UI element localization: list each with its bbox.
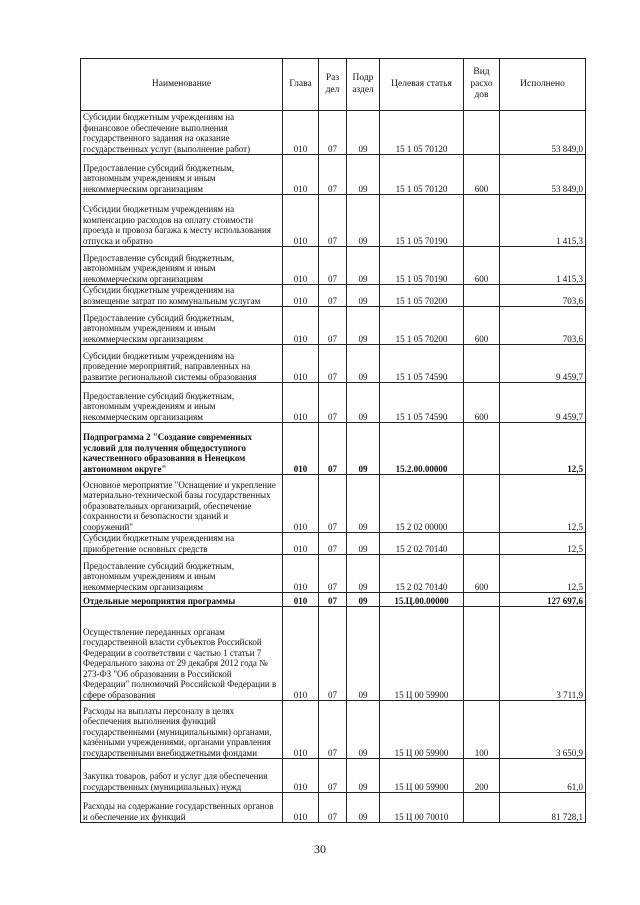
table-row <box>81 533 586 555</box>
row-expense-type: 600 <box>464 155 500 195</box>
row-name: Расходы на содержание государственных органов и обеспечение их функций <box>81 793 283 823</box>
row-amount: 1 415,3 <box>500 247 586 285</box>
row-amount: 703,6 <box>500 285 586 307</box>
row-target-article: 15 1 05 70120 <box>380 111 464 155</box>
row-amount: 3 711,9 <box>500 607 586 701</box>
row-name: Подпрограмма 2 "Создание современных условий для получения общедоступного качественного образования в Ненецком автономном округе" <box>81 423 283 475</box>
row-target-article: 15 1 05 70200 <box>380 285 464 307</box>
table-row <box>81 383 586 423</box>
row-glava: 010 <box>283 247 319 285</box>
row-target-article: 15 Ц 00 59900 <box>380 607 464 701</box>
table-row <box>81 607 586 701</box>
row-target-article: 15 2 02 70140 <box>380 533 464 555</box>
row-amount: 3 650,9 <box>500 701 586 759</box>
row-podrazdel: 09 <box>347 759 380 793</box>
table-row <box>81 555 586 593</box>
row-razdel: 07 <box>319 111 347 155</box>
row-amount: 703,6 <box>500 307 586 345</box>
row-expense-type: 200 <box>464 759 500 793</box>
row-expense-type <box>464 111 500 155</box>
row-glava: 010 <box>283 383 319 423</box>
row-glava: 010 <box>283 607 319 701</box>
row-expense-type: 600 <box>464 247 500 285</box>
row-name: Предоставление субсидий бюджетным, автономным учреждениям и иным некоммерческим организациям <box>81 307 283 345</box>
row-expense-type <box>464 793 500 823</box>
budget-table <box>80 58 586 823</box>
row-podrazdel: 09 <box>347 383 380 423</box>
row-target-article: 15 1 05 70190 <box>380 247 464 285</box>
row-glava: 010 <box>283 555 319 593</box>
row-expense-type: 100 <box>464 701 500 759</box>
row-expense-type <box>464 423 500 475</box>
row-name: Отдельные мероприятия программы <box>81 593 283 607</box>
row-amount: 12,5 <box>500 555 586 593</box>
row-target-article: 15 1 05 70190 <box>380 195 464 247</box>
row-podrazdel: 09 <box>347 593 380 607</box>
row-name: Предоставление субсидий бюджетным, автономным учреждениям и иным некоммерческим организациям <box>81 247 283 285</box>
row-razdel: 07 <box>319 475 347 533</box>
row-expense-type <box>464 195 500 247</box>
row-razdel: 07 <box>319 155 347 195</box>
row-podrazdel: 09 <box>347 607 380 701</box>
row-expense-type: 600 <box>464 307 500 345</box>
row-glava: 010 <box>283 155 319 195</box>
row-amount: 12,5 <box>500 423 586 475</box>
row-amount: 127 697,6 <box>500 593 586 607</box>
table-row <box>81 759 586 793</box>
row-podrazdel: 09 <box>347 793 380 823</box>
row-razdel: 07 <box>319 701 347 759</box>
row-expense-type <box>464 475 500 533</box>
row-podrazdel: 09 <box>347 533 380 555</box>
header-name: Наименование <box>81 59 283 111</box>
table-row <box>81 285 586 307</box>
table-row <box>81 793 586 823</box>
table-row <box>81 307 586 345</box>
row-target-article: 15 Ц 00 70010 <box>380 793 464 823</box>
row-name: Предоставление субсидий бюджетным, автономным учреждениям и иным некоммерческим организациям <box>81 555 283 593</box>
table-row <box>81 345 586 383</box>
row-podrazdel: 09 <box>347 285 380 307</box>
row-name: Субсидии бюджетным учреждениям на компенсацию расходов на оплату стоимости проезда и провоза багажа к месту использования отпуска и обратно <box>81 195 283 247</box>
row-podrazdel: 09 <box>347 307 380 345</box>
row-glava: 010 <box>283 759 319 793</box>
header-razdel: Раз дел <box>319 59 347 111</box>
row-podrazdel: 09 <box>347 195 380 247</box>
row-target-article: 15 1 05 70120 <box>380 155 464 195</box>
table-row <box>81 111 586 155</box>
row-razdel: 07 <box>319 793 347 823</box>
row-name: Субсидии бюджетным учреждениям на возмещение затрат по коммунальным услугам <box>81 285 283 307</box>
row-razdel: 07 <box>319 195 347 247</box>
row-name: Субсидии бюджетным учреждениям на финансовое обеспечение выполнения государственного задания на оказание государственных услуг (выполнение работ) <box>81 111 283 155</box>
table-row <box>81 423 586 475</box>
row-target-article: 15 Ц 00 59900 <box>380 759 464 793</box>
header-expense-type: Вид расхо дов <box>464 59 500 111</box>
row-name: Субсидии бюджетным учреждениям на приобретение основных средств <box>81 533 283 555</box>
header-executed: Исполнено <box>500 59 586 111</box>
row-glava: 010 <box>283 423 319 475</box>
row-expense-type <box>464 285 500 307</box>
row-podrazdel: 09 <box>347 247 380 285</box>
row-expense-type: 600 <box>464 383 500 423</box>
row-glava: 010 <box>283 345 319 383</box>
row-podrazdel: 09 <box>347 155 380 195</box>
row-razdel: 07 <box>319 555 347 593</box>
row-razdel: 07 <box>319 345 347 383</box>
row-razdel: 07 <box>319 593 347 607</box>
row-expense-type <box>464 345 500 383</box>
table-row <box>81 247 586 285</box>
row-amount: 61,0 <box>500 759 586 793</box>
header-target-article: Целевая статья <box>380 59 464 111</box>
row-razdel: 07 <box>319 247 347 285</box>
row-name: Осуществление переданных органам государственной власти субъектов Российской Федерации в соответствии с частью 1 статьи 7 Федерального закона от 29 декабря 2012 года № 273-ФЗ "Об образовании в Российской Федерации" полномочий Российской Федерации в сфере образования <box>81 607 283 701</box>
row-razdel: 07 <box>319 607 347 701</box>
row-name: Предоставление субсидий бюджетным, автономным учреждениям и иным некоммерческим организациям <box>81 155 283 195</box>
row-amount: 9 459,7 <box>500 345 586 383</box>
row-glava: 010 <box>283 533 319 555</box>
row-target-article: 15.2.00.00000 <box>380 423 464 475</box>
row-glava: 010 <box>283 793 319 823</box>
table-row <box>81 701 586 759</box>
row-target-article: 15 2 02 00000 <box>380 475 464 533</box>
header-glava: Глава <box>283 59 319 111</box>
header-row <box>81 59 586 111</box>
row-amount: 53 849,0 <box>500 155 586 195</box>
row-target-article: 15 1 05 74590 <box>380 383 464 423</box>
row-podrazdel: 09 <box>347 345 380 383</box>
row-target-article: 15 1 05 74590 <box>380 345 464 383</box>
table-row <box>81 593 586 607</box>
table-row <box>81 155 586 195</box>
row-razdel: 07 <box>319 423 347 475</box>
row-glava: 010 <box>283 593 319 607</box>
row-razdel: 07 <box>319 533 347 555</box>
header-podrazdel: Подр аздел <box>347 59 380 111</box>
row-amount: 53 849,0 <box>500 111 586 155</box>
row-name: Основное мероприятие "Оснащение и укрепление материально-технической базы государственных образовательных организаций, обеспечение сохранности и безопасности зданий и сооружений" <box>81 475 283 533</box>
row-expense-type <box>464 593 500 607</box>
row-name: Расходы на выплаты персоналу в целях обеспечения выполнения функций государственными (муниципальными) органами, казёнными учреждениями, органами управления государственными внебюджетными фондами <box>81 701 283 759</box>
row-razdel: 07 <box>319 285 347 307</box>
row-amount: 12,5 <box>500 475 586 533</box>
row-razdel: 07 <box>319 307 347 345</box>
row-target-article: 15 2 02 70140 <box>380 555 464 593</box>
row-target-article: 15.Ц.00.00000 <box>380 593 464 607</box>
row-podrazdel: 09 <box>347 111 380 155</box>
row-name: Закупка товаров, работ и услуг для обеспечения государственных (муниципальных) нужд <box>81 759 283 793</box>
row-expense-type <box>464 607 500 701</box>
row-glava: 010 <box>283 701 319 759</box>
row-glava: 010 <box>283 307 319 345</box>
row-razdel: 07 <box>319 383 347 423</box>
row-podrazdel: 09 <box>347 475 380 533</box>
row-amount: 12,5 <box>500 533 586 555</box>
page-number: 30 <box>314 842 326 856</box>
row-glava: 010 <box>283 195 319 247</box>
table-row <box>81 195 586 247</box>
row-name: Предоставление субсидий бюджетным, автономным учреждениям и иным некоммерческим организациям <box>81 383 283 423</box>
row-target-article: 15 1 05 70200 <box>380 307 464 345</box>
row-target-article: 15 Ц 00 59900 <box>380 701 464 759</box>
row-glava: 010 <box>283 285 319 307</box>
row-podrazdel: 09 <box>347 423 380 475</box>
row-expense-type <box>464 533 500 555</box>
row-podrazdel: 09 <box>347 555 380 593</box>
row-name: Субсидии бюджетным учреждениям на проведение мероприятий, направленных на развитие региональной системы образования <box>81 345 283 383</box>
row-expense-type: 600 <box>464 555 500 593</box>
row-amount: 1 415,3 <box>500 195 586 247</box>
row-glava: 010 <box>283 475 319 533</box>
table-row <box>81 475 586 533</box>
row-glava: 010 <box>283 111 319 155</box>
row-amount: 81 728,1 <box>500 793 586 823</box>
row-podrazdel: 09 <box>347 701 380 759</box>
row-amount: 9 459,7 <box>500 383 586 423</box>
row-razdel: 07 <box>319 759 347 793</box>
